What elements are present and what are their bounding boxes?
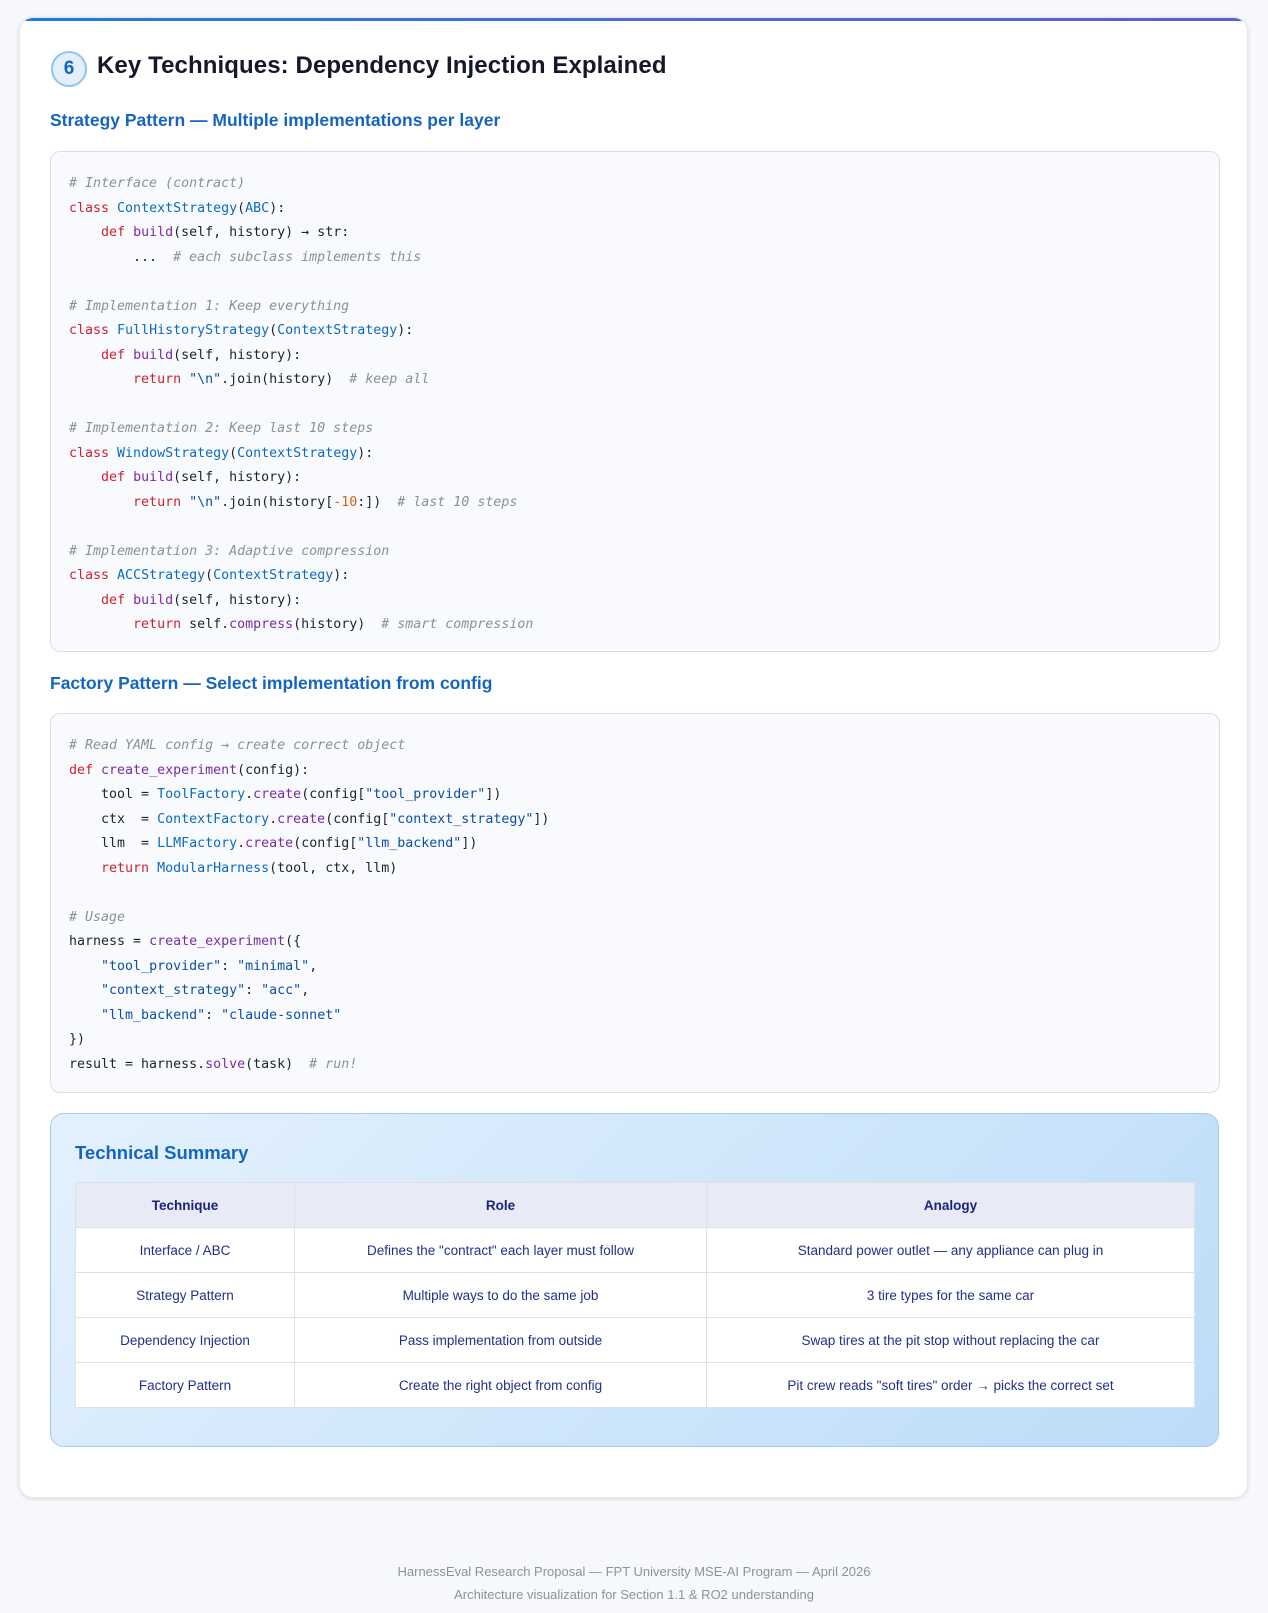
code-text: . — [245, 787, 254, 802]
code-line — [69, 319, 1201, 344]
code-class-name: WindowStrategy — [117, 445, 230, 461]
code-text — [69, 593, 101, 608]
code-text: (task) — [245, 1056, 310, 1072]
code-function: build — [133, 470, 174, 485]
cell-role: Multiple ways to do the same job — [295, 1273, 707, 1318]
code-text: , — [301, 983, 310, 998]
code-comment: # Implementation 1: Keep everything — [69, 298, 350, 314]
code-line — [69, 930, 1201, 955]
code-text: ): — [269, 200, 286, 216]
header-technique: Technique — [76, 1183, 295, 1228]
code-text: ): — [397, 323, 414, 338]
code-text — [69, 617, 133, 632]
code-text: ): — [357, 445, 374, 461]
section-title: Key Techniques: Dependency Injection Explained — [97, 52, 667, 79]
code-line — [69, 832, 1201, 857]
code-line — [69, 197, 1201, 222]
footer-line-1: HarnessEval Research Proposal — FPT University MSE-AI Program — April 2026 — [397, 1564, 871, 1579]
code-function: compress — [229, 617, 294, 632]
cell-technique: Strategy Pattern — [76, 1273, 295, 1318]
code-text: (config[ — [301, 787, 366, 802]
code-text: ]) — [533, 811, 550, 827]
code-line — [69, 491, 1201, 516]
code-function: create_experiment — [101, 762, 238, 778]
code-string: "acc" — [261, 983, 302, 998]
header-role: Role — [295, 1183, 707, 1228]
code-text — [69, 861, 101, 876]
code-class-name: ContextStrategy — [117, 200, 238, 216]
code-text — [69, 225, 101, 240]
cell-role: Create the right object from config — [295, 1363, 707, 1408]
code-text: ctx = — [69, 811, 158, 827]
summary-title: Technical Summary — [75, 1142, 249, 1163]
code-comment: # Implementation 2: Keep last 10 steps — [69, 421, 374, 436]
code-string: "llm_backend" — [357, 836, 462, 851]
cell-technique: Dependency Injection — [76, 1318, 295, 1363]
code-line — [69, 417, 1201, 442]
code-text: ... — [69, 249, 174, 265]
code-line — [69, 979, 1201, 1004]
code-class-name: ABC — [245, 200, 270, 216]
cell-analogy: 3 tire types for the same car — [707, 1273, 1195, 1318]
code-text: . — [237, 836, 246, 851]
code-text: ): — [333, 568, 350, 583]
code-comment: # last 10 steps — [397, 494, 518, 510]
code-comment: # smart compression — [381, 617, 534, 632]
code-string: "claude-sonnet" — [221, 1007, 342, 1023]
code-text: (self, history) → str: — [173, 225, 350, 240]
strategy-code-block — [50, 151, 1220, 652]
code-keyword: def — [101, 592, 134, 608]
code-class-name: ContextStrategy — [213, 568, 334, 583]
code-line — [69, 808, 1201, 833]
code-class-name: ACCStrategy — [117, 568, 206, 583]
code-line — [69, 1004, 1201, 1029]
code-line — [69, 221, 1201, 246]
technical-summary-panel — [50, 1113, 1219, 1447]
code-text: : — [245, 983, 262, 998]
code-class-name: FullHistoryStrategy — [117, 323, 270, 338]
code-text: (config[ — [325, 811, 390, 827]
code-line — [69, 857, 1201, 882]
code-line — [69, 172, 1201, 197]
cell-role: Defines the "contract" each layer must follow — [295, 1228, 707, 1273]
code-text: : — [205, 1007, 222, 1023]
card-accent-bar — [20, 18, 1247, 21]
code-text — [69, 372, 133, 387]
factory-code-block — [50, 713, 1220, 1093]
code-text: .join(history[ — [221, 494, 334, 510]
code-class-name: LLMFactory — [157, 836, 238, 851]
code-line — [69, 295, 1201, 320]
code-comment: # Usage — [69, 909, 126, 925]
code-line — [69, 344, 1201, 369]
code-text: result = harness. — [69, 1056, 206, 1072]
factory-heading: Factory Pattern — Select implementation from config — [50, 673, 493, 693]
code-text — [69, 983, 101, 998]
code-line — [69, 734, 1201, 759]
code-keyword: class — [69, 323, 118, 338]
cell-technique: Factory Pattern — [76, 1363, 295, 1408]
summary-table — [75, 1182, 1195, 1408]
code-number: -10 — [333, 494, 358, 510]
code-function: solve — [205, 1056, 246, 1072]
code-line — [69, 759, 1201, 784]
code-text: : — [221, 958, 238, 974]
code-text — [69, 348, 101, 363]
code-function: build — [133, 347, 174, 363]
code-text: ({ — [285, 934, 302, 949]
code-keyword: def — [101, 225, 134, 240]
footer-line-2: Architecture visualization for Section 1.1 & RO2 understanding — [454, 1587, 814, 1602]
code-text: (history) — [293, 617, 382, 632]
header-analogy: Analogy — [707, 1183, 1195, 1228]
code-comment: # Interface (contract) — [69, 176, 246, 191]
code-text: ]) — [485, 787, 502, 802]
table-row — [76, 1228, 1195, 1273]
code-comment: # keep all — [349, 372, 430, 387]
code-text: :]) — [357, 494, 398, 510]
code-line — [69, 466, 1201, 491]
code-line — [69, 1053, 1201, 1078]
code-keyword: return — [101, 860, 158, 876]
code-class-name: ContextStrategy — [277, 323, 398, 338]
code-keyword: def — [101, 347, 134, 363]
code-line — [69, 1028, 1201, 1053]
cell-role: Pass implementation from outside — [295, 1318, 707, 1363]
code-class-name: ModularHarness — [157, 860, 270, 876]
table-row — [76, 1363, 1195, 1408]
code-string: "\n" — [189, 372, 222, 387]
code-text: join(history) — [229, 372, 350, 387]
code-text — [69, 1008, 101, 1023]
code-text: ( — [237, 200, 246, 216]
code-line — [69, 393, 1201, 418]
code-text: (self, history): — [173, 347, 302, 363]
code-text — [69, 470, 101, 485]
code-text: ]) — [461, 836, 478, 851]
code-line — [69, 783, 1201, 808]
code-line — [69, 589, 1201, 614]
cell-analogy: Pit crew reads "soft tires" order → picks the correct set — [707, 1363, 1195, 1408]
code-text: llm = — [69, 836, 158, 851]
code-text: (config[ — [293, 836, 358, 851]
code-line — [69, 270, 1201, 295]
code-function: create — [277, 811, 326, 827]
code-class-name: ContextStrategy — [237, 445, 358, 461]
code-text: tool = — [69, 787, 158, 802]
code-keyword: return — [133, 494, 190, 510]
code-class-name: ContextFactory — [157, 811, 270, 827]
code-text: ( — [229, 445, 238, 461]
code-text: self. — [189, 617, 230, 632]
code-string: "\n" — [189, 494, 222, 510]
code-string: "minimal" — [237, 958, 310, 974]
code-text: (config): — [237, 762, 310, 778]
code-string: "tool_provider" — [101, 958, 222, 974]
code-text — [69, 959, 101, 974]
code-keyword: class — [69, 200, 118, 216]
table-header-row — [76, 1183, 1195, 1228]
code-text: harness = — [69, 934, 150, 949]
code-keyword: return — [133, 617, 190, 632]
code-comment: # each subclass implements this — [173, 249, 422, 265]
code-line — [69, 246, 1201, 271]
code-line — [69, 442, 1201, 467]
code-text: ( — [205, 568, 214, 583]
code-line — [69, 613, 1201, 638]
code-keyword: return — [133, 372, 190, 387]
cell-analogy: Standard power outlet — any appliance can plug in — [707, 1228, 1195, 1273]
code-comment: # Implementation 3: Adaptive compression — [69, 543, 390, 559]
code-string: "llm_backend" — [101, 1007, 206, 1023]
code-text: . — [221, 372, 230, 387]
code-line — [69, 881, 1201, 906]
code-string: "tool_provider" — [365, 787, 486, 802]
code-keyword: def — [101, 470, 134, 485]
code-line — [69, 906, 1201, 931]
code-string: "context_strategy" — [101, 983, 246, 998]
cell-technique: Interface / ABC — [76, 1228, 295, 1273]
code-function: create — [245, 836, 294, 851]
code-text: }) — [69, 1032, 86, 1047]
code-line — [69, 515, 1201, 540]
section-card — [19, 17, 1248, 1498]
code-keyword: def — [69, 762, 102, 778]
code-class-name: ToolFactory — [157, 787, 246, 802]
code-keyword: class — [69, 568, 118, 583]
code-comment: # Read YAML config → create correct object — [69, 738, 406, 753]
code-text: (tool, ctx, llm) — [269, 860, 398, 876]
code-keyword: class — [69, 445, 118, 461]
code-text: (self, history): — [173, 470, 302, 485]
code-function: build — [133, 225, 174, 240]
code-text: ( — [269, 323, 278, 338]
code-line — [69, 564, 1201, 589]
code-line — [69, 540, 1201, 565]
code-function: create — [253, 787, 302, 802]
code-function: create_experiment — [149, 934, 286, 949]
code-comment: # run! — [309, 1056, 358, 1072]
strategy-heading: Strategy Pattern — Multiple implementations per layer — [50, 110, 501, 130]
table-row — [76, 1318, 1195, 1363]
code-text — [69, 495, 133, 510]
section-number-badge: 6 — [51, 51, 87, 87]
code-text: . — [269, 811, 278, 827]
code-text: (self, history): — [173, 592, 302, 608]
code-line — [69, 368, 1201, 393]
code-function: build — [133, 592, 174, 608]
code-text: , — [309, 958, 318, 974]
code-line — [69, 955, 1201, 980]
table-row — [76, 1273, 1195, 1318]
cell-analogy: Swap tires at the pit stop without replacing the car — [707, 1318, 1195, 1363]
code-string: "context_strategy" — [389, 811, 534, 827]
